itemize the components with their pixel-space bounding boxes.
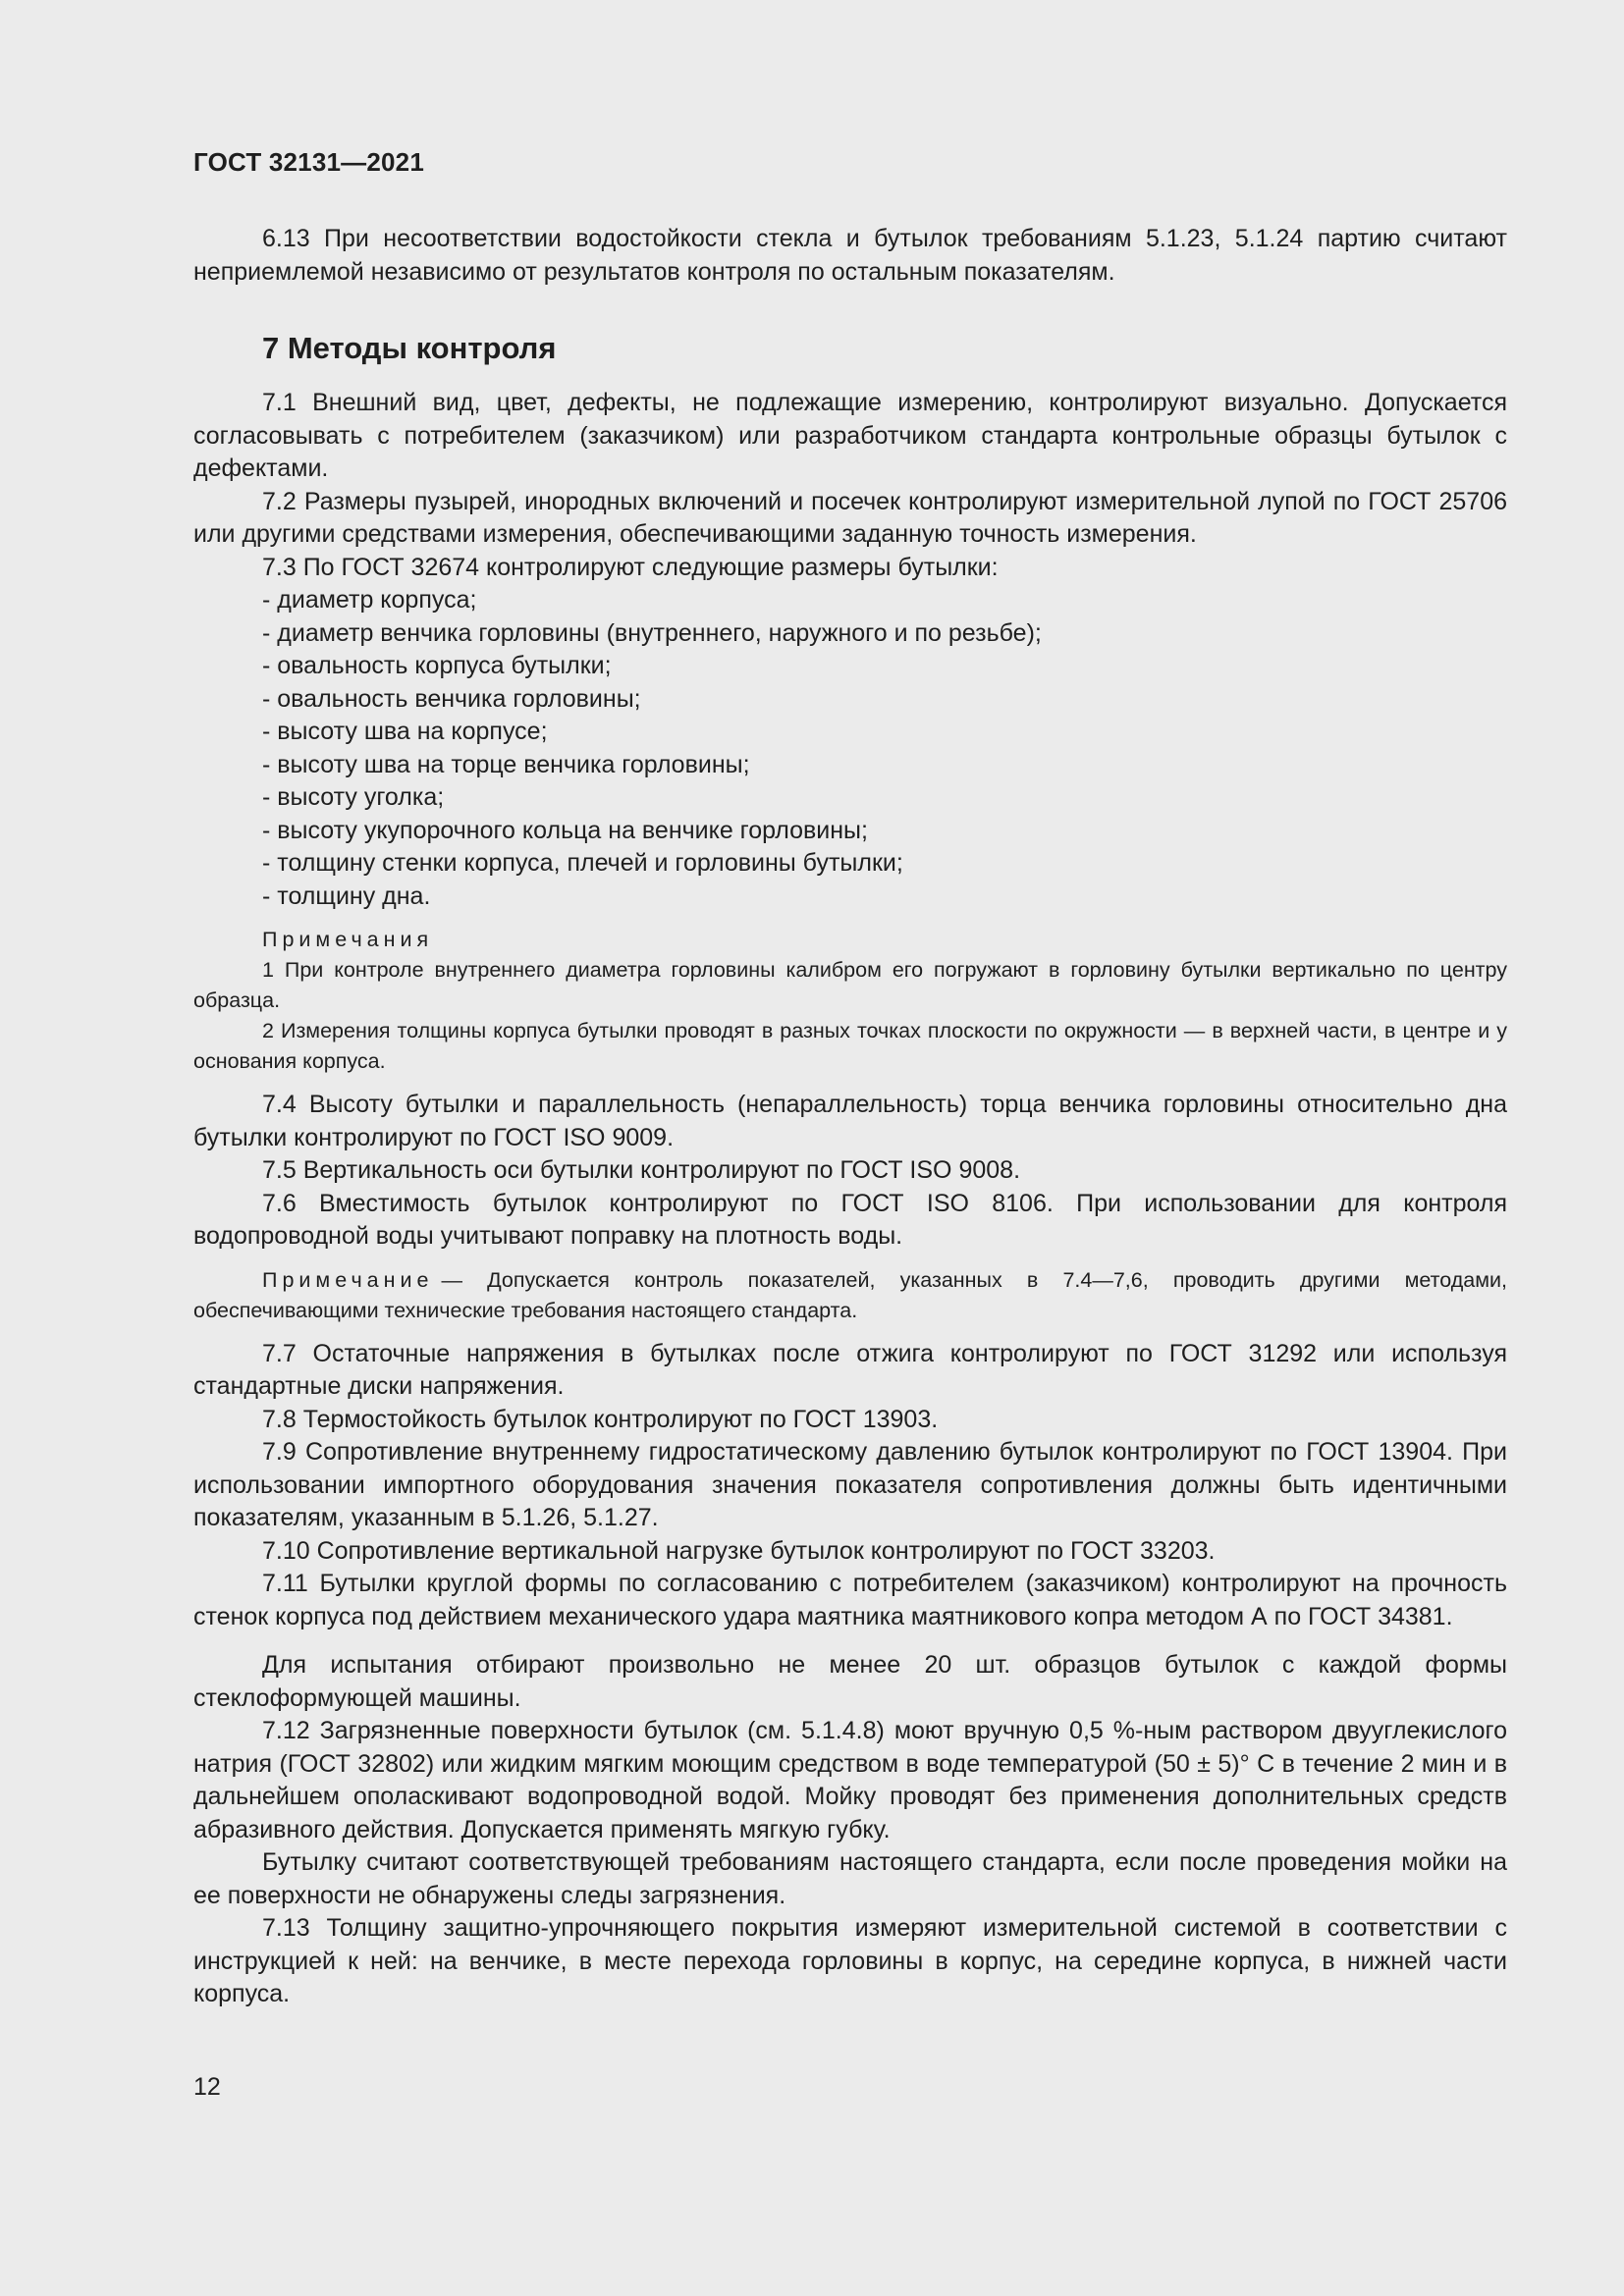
note-item: 2 Измерения толщины корпуса бутылки проводят в разных точках плоскости по окружности — в верхней части, в центре и у основания корпуса. (193, 1019, 1507, 1073)
list-item: - высоту уголка; (262, 783, 445, 811)
document-header: ГОСТ 32131—2021 (193, 147, 424, 177)
list-item: - толщину стенки корпуса, плечей и горловины бутылки; (262, 849, 903, 877)
note-paragraph (193, 1265, 1507, 1326)
notes-heading: Примечания (262, 928, 434, 951)
paragraph-7-11-b: Для испытания отбирают произвольно не менее 20 шт. образцов бутылок с каждой формы стеклоформующей машины. (193, 1651, 1507, 1712)
list-item: - высоту укупорочного кольца на венчике горловины; (262, 816, 868, 844)
list-item: - диаметр венчика горловины (внутреннего, наружного и по резьбе); (262, 618, 1042, 647)
notes-block (193, 925, 1507, 1077)
page-number: 12 (193, 2073, 221, 2101)
paragraph-7-12: 7.12 Загрязненные поверхности бутылок (см. 5.1.4.8) моют вручную 0,5 %-ным раствором двууглекислого натрия (ГОСТ 32802) или жидким мягким моющим средством в воде температурой (50 ± 5)° С в течение 2 мин и в дальнейшем ополаскивают водопроводной водой. Мойку проводят без применения дополнительных средств абразивного действия. Допускается применять мягкую губку. (193, 1717, 1507, 1843)
list-item: - высоту шва на торце венчика горловины; (262, 750, 750, 778)
paragraph-7-10: 7.10 Сопротивление вертикальной нагрузке бутылок контролируют по ГОСТ 33203. (262, 1536, 1216, 1565)
paragraph-7-2: 7.2 Размеры пузырей, инородных включений и посечек контролируют измерительной лупой по ГОСТ 25706 или другими средствами измерения, обеспечивающими заданную точность измерения. (193, 487, 1507, 548)
paragraph-7-11: 7.11 Бутылки круглой формы по согласованию с потребителем (заказчиком) контролируют на прочность стенок корпуса под действием механического удара маятника маятникового копра методом А по ГОСТ 34381. (193, 1570, 1507, 1630)
list-item: - диаметр корпуса; (262, 586, 477, 614)
list-item: - овальность корпуса бутылки; (262, 652, 612, 679)
note-text: — Допускается контроль показателей, указанных в 7.4—7,6, проводить другими методами, обеспечивающими технические требования настоящего стандарта. (193, 1267, 1507, 1322)
paragraph-7-9: 7.9 Сопротивление внутреннему гидростатическому давлению бутылок контролируют по ГОСТ 13904. При использовании импортного оборудования значения показателя сопротивления должны быть идентичными показателям, указанным в 5.1.26, 5.1.27. (193, 1438, 1507, 1531)
document-body (193, 223, 1507, 2011)
note-item: 1 При контроле внутреннего диаметра горловины калибром его погружают в горловину бутылки вертикально по центру образца. (193, 958, 1507, 1012)
paragraph-7-1: 7.1 Внешний вид, цвет, дефекты, не подлежащие измерению, контролируют визуально. Допускается согласовывать с потребителем (заказчиком) или разработчиком стандарта контрольные образцы бутылок с дефектами. (193, 389, 1507, 482)
list-item: - толщину дна. (262, 881, 431, 910)
note-label: Примечание (262, 1267, 434, 1292)
paragraph-7-5: 7.5 Вертикальность оси бутылки контролируют по ГОСТ ISO 9008. (262, 1156, 1021, 1184)
paragraph-6-13: 6.13 При несоответствии водостойкости стекла и бутылок требованиям 5.1.23, 5.1.24 партию считают неприемлемой независимо от результатов контроля по остальным показателям. (193, 225, 1507, 286)
dimension-list (193, 584, 1507, 913)
paragraph-7-8: 7.8 Термостойкость бутылок контролируют по ГОСТ 13903. (262, 1405, 939, 1433)
list-item: - овальность венчика горловины; (262, 684, 641, 713)
note-block (193, 1265, 1507, 1326)
paragraph-7-13: 7.13 Толщину защитно-упрочняющего покрытия измеряют измерительной системой в соответствии с инструкцией к ней: на венчике, в месте перехода горловины в корпус, на середине корпуса, в нижней части корпуса. (193, 1914, 1507, 2007)
list-item: - высоту шва на корпусе; (262, 718, 548, 745)
paragraph-7-6: 7.6 Вместимость бутылок контролируют по ГОСТ ISO 8106. При использовании для контроля водопроводной воды учитывают поправку на плотность воды. (193, 1189, 1507, 1250)
paragraph-7-12-b: Бутылку считают соответствующей требованиям настоящего стандарта, если после проведения мойки на ее поверхности не обнаружены следы загрязнения. (193, 1848, 1507, 1909)
paragraph-7-7: 7.7 Остаточные напряжения в бутылках после отжига контролируют по ГОСТ 31292 или используя стандартные диски напряжения. (193, 1339, 1507, 1400)
paragraph-7-4: 7.4 Высоту бутылки и параллельность (непараллельность) торца венчика горловины относительно дна бутылки контролируют по ГОСТ ISO 9009. (193, 1091, 1507, 1151)
paragraph-7-3: 7.3 По ГОСТ 32674 контролируют следующие размеры бутылки: (262, 553, 999, 581)
section-title: 7 Методы контроля (262, 331, 557, 365)
